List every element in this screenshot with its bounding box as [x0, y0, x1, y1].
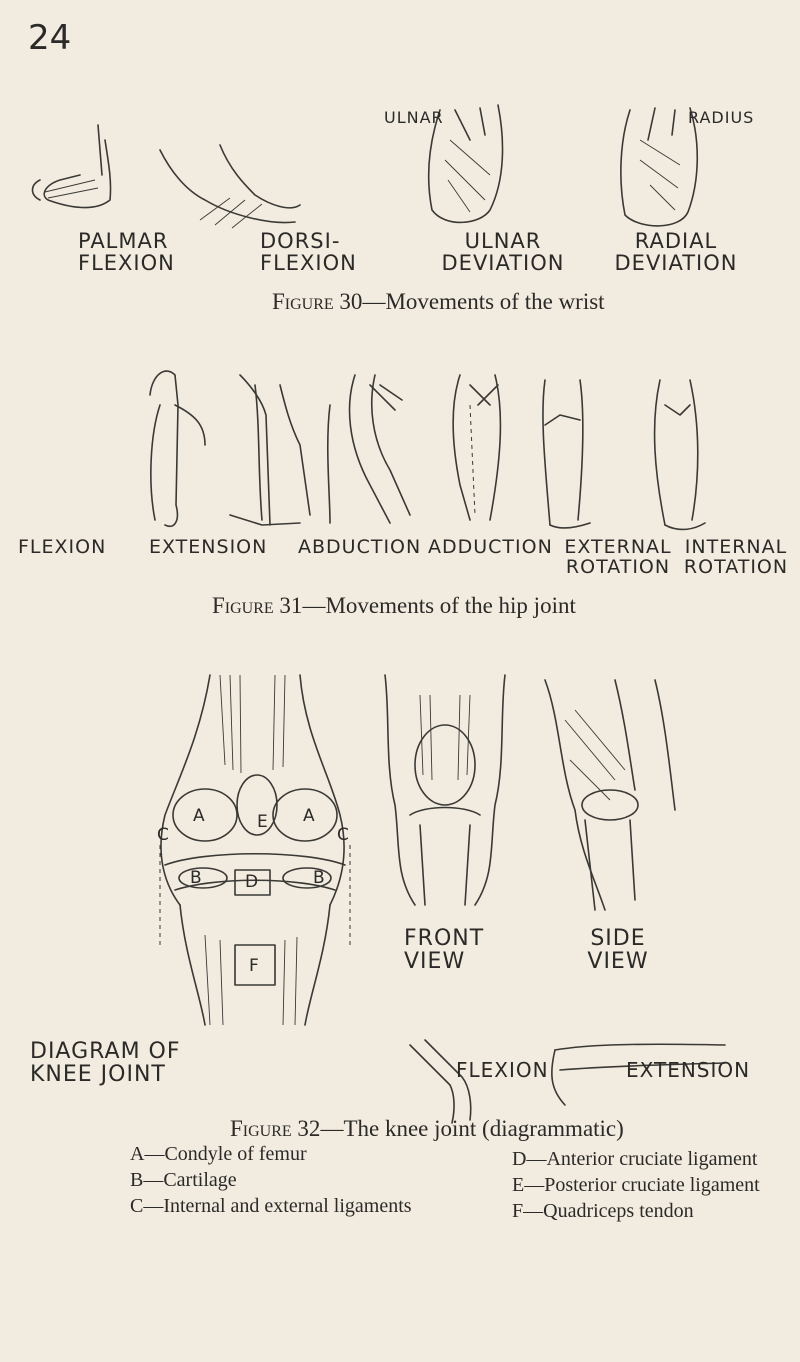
hip-internal-rotation-drawing — [655, 380, 705, 529]
caption-head: Figure 30 — [272, 289, 363, 314]
wrist-radial-deviation-drawing — [621, 108, 697, 226]
legend-item: B—Cartilage — [130, 1169, 237, 1191]
label-line1: EXTERNAL — [564, 536, 672, 558]
label-line1: EXTENSION — [149, 536, 268, 558]
legend-item: F—Quadriceps tendon — [512, 1200, 694, 1222]
wrist-illustrations — [0, 80, 800, 230]
diagram-letter-b-left: B — [190, 868, 202, 888]
label-line2: ROTATION — [565, 555, 671, 578]
diagram-letter-c-right: C — [337, 825, 349, 845]
diagram-letter-a-left: A — [193, 806, 205, 826]
hip-adduction-drawing — [453, 375, 500, 520]
legend-item: E—Posterior cruciate ligament — [512, 1174, 760, 1196]
knee-extension-label: EXTENSION — [626, 1058, 751, 1082]
label-dorsiflexion — [260, 230, 357, 274]
page-number: 24 — [28, 18, 72, 58]
caption-text: —The knee joint (diagrammatic) — [320, 1116, 624, 1141]
label-hip-abduction — [298, 538, 421, 558]
legend-item: D—Anterior cruciate ligament — [512, 1148, 758, 1170]
knee-diagram-drawing — [145, 655, 370, 1035]
hip-abduction-drawing — [328, 375, 410, 523]
legend-item: A—Condyle of femur — [130, 1143, 307, 1165]
caption-text: —Movements of the wrist — [362, 289, 605, 314]
label-hip-internal-rotation — [680, 538, 792, 578]
label-hip-extension — [149, 538, 267, 558]
label-line1: ULNAR — [464, 229, 542, 253]
diagram-letter-a-right: A — [303, 806, 315, 826]
legend-right — [512, 1146, 760, 1224]
label-hip-flexion — [18, 538, 106, 558]
label-line1: DORSI- — [260, 229, 341, 253]
label-radial-deviation — [596, 230, 756, 274]
label-line1: FLEXION — [18, 536, 107, 558]
label-line1: FRONT — [404, 926, 485, 951]
wrist-dorsiflexion-drawing — [160, 145, 300, 228]
knee-flexion-label: FLEXION — [456, 1058, 549, 1082]
label-line1: ADDUCTION — [428, 536, 553, 558]
diagram-letter-f: F — [249, 956, 259, 976]
label-line1: PALMAR — [78, 229, 169, 253]
label-line2: FLEXION — [260, 251, 357, 276]
label-line1: RADIAL — [634, 229, 718, 253]
label-line2: ROTATION — [683, 555, 789, 578]
radius-callout: RADIUS — [688, 108, 755, 127]
front-view-label — [404, 927, 484, 973]
label-line1: ABDUCTION — [298, 536, 422, 558]
side-view-label — [568, 927, 668, 973]
label-line1: SIDE — [590, 926, 646, 951]
label-line2: KNEE JOINT — [30, 1062, 166, 1088]
legend-left — [130, 1141, 412, 1219]
diagram-letter-d: D — [245, 872, 259, 892]
knee-side-view-drawing — [535, 660, 680, 915]
diagram-letter-e: E — [257, 812, 268, 832]
label-line2: DEVIATION — [614, 251, 738, 276]
label-line2: VIEW — [404, 949, 466, 975]
hip-extension-drawing — [230, 375, 310, 525]
label-line1: DIAGRAM OF — [30, 1039, 181, 1064]
diagram-letter-c-left: C — [157, 825, 169, 845]
caption-head: Figure 32 — [230, 1116, 321, 1141]
label-palmar-flexion — [78, 230, 175, 274]
knee-front-view-drawing — [375, 655, 515, 915]
wrist-palmar-flexion-drawing — [33, 125, 111, 208]
label-ulnar-deviation — [428, 230, 578, 274]
caption-text: —Movements of the hip joint — [302, 593, 576, 618]
label-line2: FLEXION — [78, 251, 175, 276]
figure-32-caption — [230, 1116, 624, 1142]
figure-30-caption — [272, 289, 605, 315]
hip-external-rotation-drawing — [543, 380, 590, 528]
label-hip-external-rotation — [559, 538, 677, 578]
label-line2: DEVIATION — [441, 251, 565, 276]
diagram-letter-b-right: B — [313, 868, 325, 888]
legend-item: C—Internal and external ligaments — [130, 1195, 412, 1217]
figure-31-caption — [212, 593, 576, 619]
hip-flexion-drawing — [150, 371, 205, 526]
caption-head: Figure 31 — [212, 593, 303, 618]
hip-illustrations — [0, 345, 800, 535]
label-hip-adduction — [428, 538, 553, 558]
label-line1: INTERNAL — [684, 536, 788, 558]
knee-diagram-label — [30, 1040, 181, 1086]
ulnar-callout: ULNAR — [384, 108, 444, 127]
label-line2: VIEW — [587, 949, 649, 975]
